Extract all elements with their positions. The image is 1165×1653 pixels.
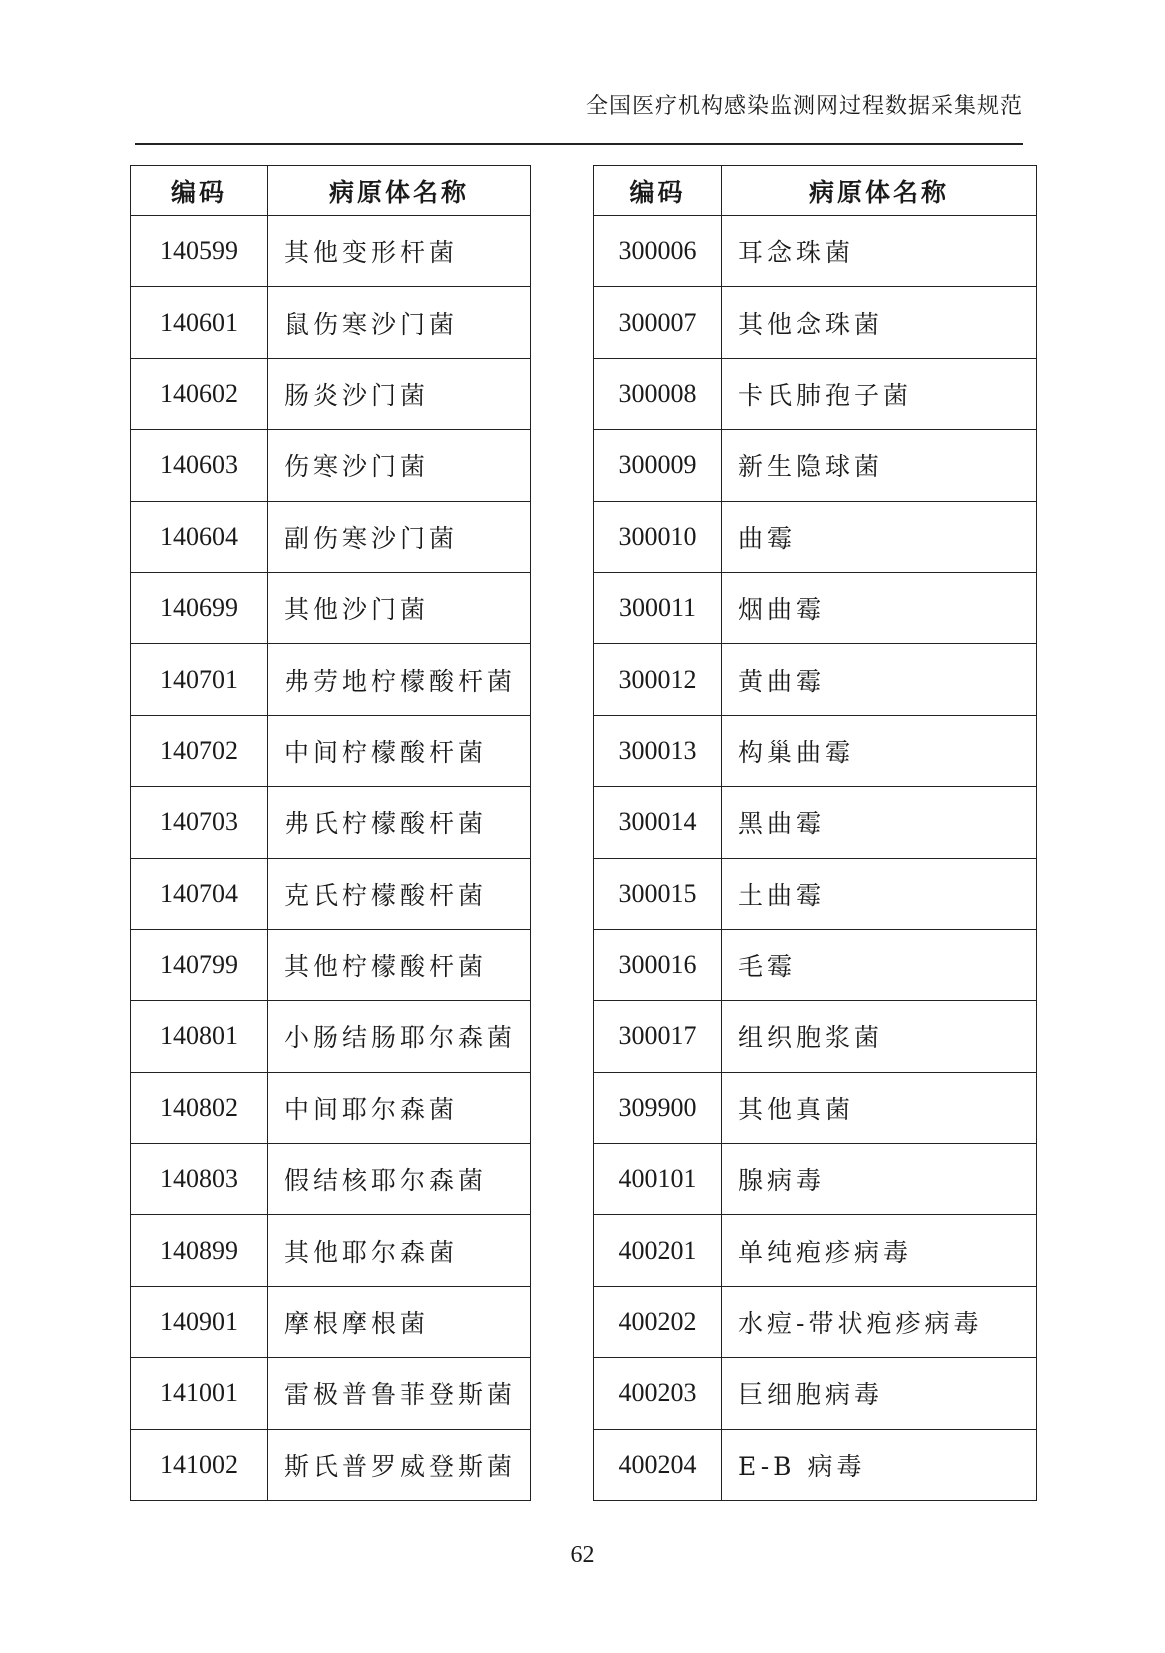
column-header-code: 编码 — [131, 166, 268, 216]
table-row — [131, 1358, 531, 1429]
column-header-name: 病原体名称 — [268, 166, 531, 216]
pathogen-code-table-left — [130, 165, 531, 1501]
table-header-row — [594, 166, 1037, 216]
pathogen-name-cell: 肠炎沙门菌 — [268, 358, 531, 429]
pathogen-code-cell: 140699 — [131, 572, 268, 643]
pathogen-name-cell: 其他沙门菌 — [268, 572, 531, 643]
table-row — [594, 929, 1037, 1000]
pathogen-code-cell: 300016 — [594, 929, 722, 1000]
table-row — [594, 1072, 1037, 1143]
pathogen-name-cell: 斯氏普罗威登斯菌 — [268, 1429, 531, 1500]
pathogen-name-cell: 烟曲霉 — [722, 572, 1037, 643]
pathogen-code-cell: 140801 — [131, 1001, 268, 1072]
table-row — [131, 430, 531, 501]
table-row — [594, 358, 1037, 429]
table-row — [131, 1072, 531, 1143]
pathogen-name-cell: 曲霉 — [722, 501, 1037, 572]
pathogen-code-cell: 400101 — [594, 1144, 722, 1215]
pathogen-name-cell: 中间耶尔森菌 — [268, 1072, 531, 1143]
pathogen-code-cell: 140604 — [131, 501, 268, 572]
pathogen-name-cell: 其他变形杆菌 — [268, 216, 531, 287]
pathogen-code-cell: 400201 — [594, 1215, 722, 1286]
column-header-code: 编码 — [594, 166, 722, 216]
pathogen-name-cell: E-B 病毒 — [722, 1429, 1037, 1500]
table-row — [131, 501, 531, 572]
table-row — [594, 287, 1037, 358]
pathogen-name-cell: 土曲霉 — [722, 858, 1037, 929]
table-row — [594, 501, 1037, 572]
pathogen-name-cell: 组织胞浆菌 — [722, 1001, 1037, 1072]
pathogen-name-cell: 水痘-带状疱疹病毒 — [722, 1286, 1037, 1357]
pathogen-code-cell: 141001 — [131, 1358, 268, 1429]
pathogen-code-cell: 140703 — [131, 787, 268, 858]
pathogen-code-cell: 400204 — [594, 1429, 722, 1500]
table-row — [131, 1215, 531, 1286]
pathogen-code-cell: 300011 — [594, 572, 722, 643]
pathogen-name-cell: 巨细胞病毒 — [722, 1358, 1037, 1429]
pathogen-name-cell: 其他柠檬酸杆菌 — [268, 929, 531, 1000]
table-row — [594, 1429, 1037, 1500]
pathogen-code-cell: 140704 — [131, 858, 268, 929]
table-row — [594, 216, 1037, 287]
table-row — [131, 1286, 531, 1357]
pathogen-name-cell: 摩根摩根菌 — [268, 1286, 531, 1357]
pathogen-code-cell: 140799 — [131, 929, 268, 1000]
table-row — [594, 430, 1037, 501]
pathogen-name-cell: 新生隐球菌 — [722, 430, 1037, 501]
table-row — [594, 1286, 1037, 1357]
pathogen-name-cell: 构巢曲霉 — [722, 715, 1037, 786]
pathogen-name-cell: 克氏柠檬酸杆菌 — [268, 858, 531, 929]
table-body-left — [131, 216, 531, 1501]
table-row — [594, 787, 1037, 858]
table-row — [131, 1144, 531, 1215]
pathogen-code-cell: 140802 — [131, 1072, 268, 1143]
table-row — [131, 1001, 531, 1072]
pathogen-name-cell: 弗劳地柠檬酸杆菌 — [268, 644, 531, 715]
pathogen-code-cell: 300007 — [594, 287, 722, 358]
table-row — [131, 358, 531, 429]
pathogen-code-cell: 300010 — [594, 501, 722, 572]
table-row — [131, 216, 531, 287]
pathogen-code-cell: 141002 — [131, 1429, 268, 1500]
table-row — [594, 644, 1037, 715]
table-row — [594, 1001, 1037, 1072]
pathogen-name-cell: 黄曲霉 — [722, 644, 1037, 715]
pathogen-code-cell: 140899 — [131, 1215, 268, 1286]
pathogen-code-table-right — [593, 165, 1037, 1501]
pathogen-code-cell: 140701 — [131, 644, 268, 715]
table-row — [594, 1215, 1037, 1286]
pathogen-code-cell: 140599 — [131, 216, 268, 287]
table-row — [594, 572, 1037, 643]
table-row — [594, 1358, 1037, 1429]
pathogen-name-cell: 其他真菌 — [722, 1072, 1037, 1143]
pathogen-code-cell: 300014 — [594, 787, 722, 858]
pathogen-code-cell: 140603 — [131, 430, 268, 501]
pathogen-name-cell: 腺病毒 — [722, 1144, 1037, 1215]
pathogen-code-cell: 140702 — [131, 715, 268, 786]
pathogen-code-cell: 140601 — [131, 287, 268, 358]
pathogen-name-cell: 雷极普鲁菲登斯菌 — [268, 1358, 531, 1429]
pathogen-name-cell: 伤寒沙门菌 — [268, 430, 531, 501]
pathogen-name-cell: 鼠伤寒沙门菌 — [268, 287, 531, 358]
table-row — [131, 1429, 531, 1500]
pathogen-code-cell: 300006 — [594, 216, 722, 287]
pathogen-code-cell: 300013 — [594, 715, 722, 786]
table-row — [131, 644, 531, 715]
table-row — [594, 715, 1037, 786]
table-row — [131, 715, 531, 786]
pathogen-name-cell: 单纯疱疹病毒 — [722, 1215, 1037, 1286]
table-row — [131, 572, 531, 643]
table-row — [594, 1144, 1037, 1215]
pathogen-code-cell: 309900 — [594, 1072, 722, 1143]
page-number: 62 — [570, 1542, 595, 1568]
table-row — [131, 858, 531, 929]
pathogen-name-cell: 假结核耶尔森菌 — [268, 1144, 531, 1215]
table-row — [131, 287, 531, 358]
pathogen-code-cell: 140602 — [131, 358, 268, 429]
pathogen-name-cell: 弗氏柠檬酸杆菌 — [268, 787, 531, 858]
document-header-title: 全国医疗机构感染监测网过程数据采集规范 — [585, 94, 1023, 119]
pathogen-name-cell: 其他耶尔森菌 — [268, 1215, 531, 1286]
table-body-right — [594, 216, 1037, 1501]
column-header-name: 病原体名称 — [722, 166, 1037, 216]
table-row — [131, 929, 531, 1000]
header-divider — [135, 143, 1023, 145]
pathogen-name-cell: 毛霉 — [722, 929, 1037, 1000]
table-row — [131, 787, 531, 858]
pathogen-name-cell: 小肠结肠耶尔森菌 — [268, 1001, 531, 1072]
pathogen-code-cell: 140803 — [131, 1144, 268, 1215]
pathogen-name-cell: 耳念珠菌 — [722, 216, 1037, 287]
pathogen-code-cell: 300008 — [594, 358, 722, 429]
pathogen-code-cell: 300012 — [594, 644, 722, 715]
pathogen-name-cell: 其他念珠菌 — [722, 287, 1037, 358]
pathogen-code-cell: 400202 — [594, 1286, 722, 1357]
pathogen-name-cell: 卡氏肺孢子菌 — [722, 358, 1037, 429]
pathogen-name-cell: 黑曲霉 — [722, 787, 1037, 858]
pathogen-code-cell: 400203 — [594, 1358, 722, 1429]
table-row — [594, 858, 1037, 929]
pathogen-code-cell: 300017 — [594, 1001, 722, 1072]
table-header-row — [131, 166, 531, 216]
pathogen-name-cell: 副伤寒沙门菌 — [268, 501, 531, 572]
pathogen-name-cell: 中间柠檬酸杆菌 — [268, 715, 531, 786]
pathogen-code-cell: 140901 — [131, 1286, 268, 1357]
pathogen-code-cell: 300009 — [594, 430, 722, 501]
pathogen-code-cell: 300015 — [594, 858, 722, 929]
